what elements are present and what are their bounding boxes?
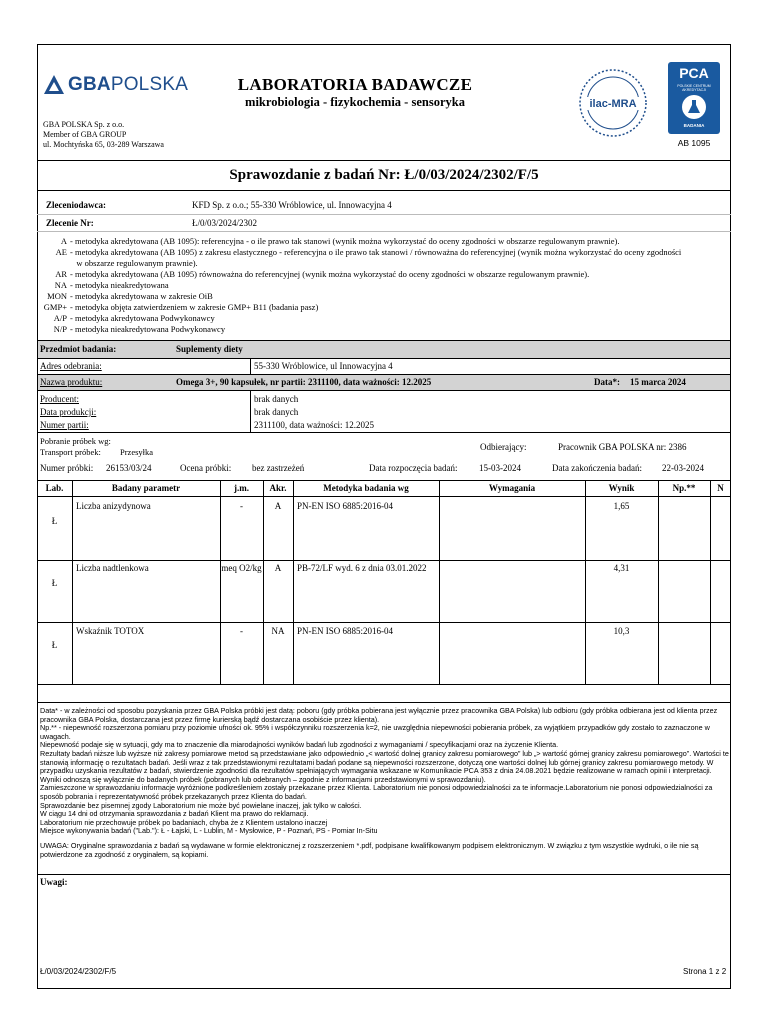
address-value: 55-330 Wróblowice, ul Innowacyjna 4 (254, 361, 393, 371)
product-value: Omega 3+, 90 kapsułek, nr partii: 2311100, data ważności: 12.2025 (176, 377, 432, 387)
svg-text:ilac-MRA: ilac-MRA (589, 98, 637, 110)
col-header-param: Badany parametr (111, 483, 181, 493)
pca-logo: PCA POLSKIE CENTRUM AKREDYTACJI BADANIA (668, 62, 720, 134)
divider (37, 390, 731, 391)
company-address: GBA POLSKA Sp. z o.o. Member of GBA GROUP ul. Mochtyńska 65, 03-289 Warszawa (43, 120, 164, 149)
legend-row: GMP+ - metodyka objęta zatwierdzeniem w zakresie GMP+ B11 (badania pasz) (43, 302, 319, 312)
assessment-label: Ocena próbki: (180, 463, 232, 473)
subject-label: Przedmiot badania: (40, 344, 117, 354)
logo-text: POLSKA (110, 74, 189, 95)
sample-no-label: Numer próbki: (40, 463, 94, 473)
lab-subtitle: mikrobiologia - fizykochemia - sensoryka (245, 95, 465, 109)
date-value: 15 marca 2024 (630, 377, 686, 387)
divider (37, 374, 731, 375)
footnotes: Data* - w zależności od sposobu pozyskania przez GBA Polska próbki jest datą: poboru (gdy próbka pobierana jest wyłącznie przez pracownika GBA Polska) lub odbioru (gdy próbka odbierana jest od klienta przez pracownika GBA Polska, dostarczana jest przez firmę kurierską bądź dostarczana osobiście przez klienta). Np.** - niepewność rozszerzona pomiaru przy poziomie ufności ok. 95% i współczynniku rozszerzenia k=2, nie uwzględnia niepewności pobierania próbek, za wyjątkiem przypadków gdy zostało to zaznaczone w uwagach. Niepewność podaje się w sytuacji, gdy ma to znaczenie dla miarodajności wyników badań lub zgodności z wymaganiami / specyfikacjami oraz na życzenie Klienta. Rezultaty badań niższe lub wyższe niż zakresy pomiarowe metod są przedstawiane jako odpowiednio „< wartość dolnej granicy zakresu pomiarowego” lub „> wartość górnej granicy zakresu pomiarowego”. Wartości te stanowią informację o rezultatach badań. Jeśli wraz z tak przedstawionymi rezultatami badań podane są niepewności rozszerzone, dotyczą one wartości dolnej lub górnej granicy zakresu pomiarowego metody. W przypadku uzyskania rezultatów z badań, stwierdzenie zgodności dla rezultatów spełniających wymagania wskazane w Komunikacie PCA 353 z dnia 24.08.2021 będzie realizowane w ramach opinii i interpretacji. Wyniki odnoszą się wyłącznie do badanych próbek (pobranych lub odebranych – zgodnie z informacjami przedstawionymi w sprawozdaniu). Zamieszczone w sprawozdaniu informacje wyróżnione podkreśleniem zostały przekazane przez Klienta. Laboratorium nie ponosi odpowiedzialności za te informacje.Laboratorium nie ponosi odpowiedzialności za sposób pobrania i reprezentatywność próbek przekazanych przez Klienta do badań. Sprawozdanie bez pisemnej zgody Laboratorium nie może być powielane inaczej, jak tylko w całości. W ciągu 14 dni od otrzymania sprawozdania z badań Klient ma prawo do reklamacji. Laboratorium nie przechowuje próbek po badaniach, chyba że z Klientem ustalono inaczej Miejsce wykonywania badań ("Lab."): Ł - Łajski, L - Lublin, M - Mysłowice, P - Poznań, PS - Pomiar In-Situ UWAGA: Oryginalne sprawozdania z badań są wydawane w formie elektronicznej z rozszerzeniem *.pdf, podpisane kwalifikowanym podpisem elektronicznym. W związku z tym wszystkie wydruki, o ile nie są potwierdzone za zgodność z oryginałem, są kopiami. (40, 706, 729, 859)
col-header-lab: Lab. (45, 483, 64, 493)
flask-icon (682, 95, 706, 119)
subject-bar (38, 340, 730, 358)
divider (37, 480, 731, 481)
legend-row: NA - metodyka nieakredytowana (54, 280, 169, 290)
divider (37, 190, 731, 191)
logo-text-bold: GBA (68, 74, 111, 95)
end-label: Data zakończenia badań: (552, 463, 642, 473)
legend-row: w obszarze regulowanym prawnie). (70, 258, 198, 268)
divider (37, 874, 731, 875)
method-legend (30, 236, 681, 335)
transport-label: Transport próbek: (40, 447, 101, 457)
report-title: Sprawozdanie z badań Nr: Ł/0/03/2024/2302/F/5 (229, 167, 539, 183)
product-label: Nazwa produktu: (40, 377, 103, 387)
lab-title: LABORATORIA BADAWCZE (237, 75, 473, 94)
legend-row: AE - metodyka akredytowana (AB 1095) z zakresu elastycznego - referencyjna o ile prawo tak stanowi / równoważna do referencyjnej (wynik można wykorzystać do oceny zgodności (55, 247, 682, 257)
divider (37, 160, 731, 161)
producer-value: brak danych (254, 394, 299, 404)
col-header-result: Wynik (608, 483, 635, 493)
assessment-value: bez zastrzeżeń (252, 463, 305, 473)
divider (37, 702, 731, 703)
remarks-label: Uwagi: (40, 877, 68, 887)
col-header-req: Wymagania (488, 483, 536, 493)
receiver-value: Pracownik GBA POLSKA nr: 2386 (558, 442, 687, 452)
batch-value: 2311100, data ważności: 12.2025 (254, 420, 375, 430)
divider (37, 684, 731, 685)
legend-row: A/P - metodyka akredytowana Podwykonawcy (53, 313, 215, 323)
warning-note: UWAGA: Oryginalne sprawozdania z badań są wydawane w formie elektronicznej z rozszerzeniem *.pdf, podpisane kwalifikowanym podpisem elektronicznym. W związku z tym wszystkie wydruki, o ile nie są potwierdzone za zgodność z oryginałem, są kopiami. (40, 840, 699, 859)
gba-logo (43, 74, 188, 96)
footer-page-number: Strona 1 z 2 (683, 967, 727, 976)
date-label: Data*: (594, 377, 620, 387)
col-header-method: Metodyka badania wg (323, 483, 409, 493)
divider (37, 231, 731, 232)
sampling-label: Pobranie próbek wg: (40, 436, 111, 446)
client-value: KFD Sp. z o.o.; 55-330 Wróblowice, ul. Innowacyjna 4 (192, 200, 392, 210)
subject-value: Suplementy diety (176, 344, 243, 354)
address-label: Adres odebrania: (40, 361, 102, 371)
sample-no-value: 26153/03/24 (106, 463, 152, 473)
end-value: 22-03-2024 (662, 463, 704, 473)
batch-label: Numer partii: (40, 420, 89, 430)
prod-date-label: Data produkcji: (40, 407, 97, 417)
order-label: Zlecenie Nr: (46, 218, 94, 228)
footer-doc-id: Ł/0/03/2024/2302/F/5 (40, 967, 117, 976)
legend-row: N/P - metodyka nieakredytowana Podwykonawcy (53, 324, 226, 334)
transport-value: Przesyłka (120, 447, 154, 457)
prod-date-value: brak danych (254, 407, 299, 417)
client-label: Zleceniodawca: (46, 200, 106, 210)
start-value: 15-03-2024 (479, 463, 521, 473)
producer-label: Producent: (40, 394, 79, 404)
start-label: Data rozpoczęcia badań: (369, 463, 458, 473)
accreditation-number: AB 1095 (677, 138, 711, 148)
col-header-np: Np.** (672, 483, 696, 493)
divider (37, 496, 731, 497)
divider (37, 432, 731, 433)
col-header-unit: j.m. (234, 483, 249, 493)
divider (37, 214, 731, 215)
receiver-label: Odbierający: (480, 442, 527, 452)
gba-logo-icon (43, 74, 65, 96)
legend-row: MON - metodyka akredytowana w zakresie OiB (47, 291, 213, 301)
ilac-mra-logo-icon (578, 68, 648, 138)
divider (37, 340, 731, 341)
col-header-n: N (717, 483, 724, 493)
order-value: Ł/0/03/2024/2302 (192, 218, 257, 228)
divider (37, 622, 731, 623)
divider (37, 560, 731, 561)
col-header-akr: Akr. (269, 483, 287, 493)
divider (37, 358, 731, 359)
legend-row: A - metodyka akredytowana (AB 1095): referencyjna - o ile prawo tak stanowi (wynik można wykorzystać do oceny zgodności w obszarze regulowanym prawnie). (60, 236, 620, 246)
legend-row: AR - metodyka akredytowana (AB 1095) równoważna do referencyjnej (wynik można wykorzystać do oceny zgodności w obszarze regulowanym prawnie). (55, 269, 590, 279)
